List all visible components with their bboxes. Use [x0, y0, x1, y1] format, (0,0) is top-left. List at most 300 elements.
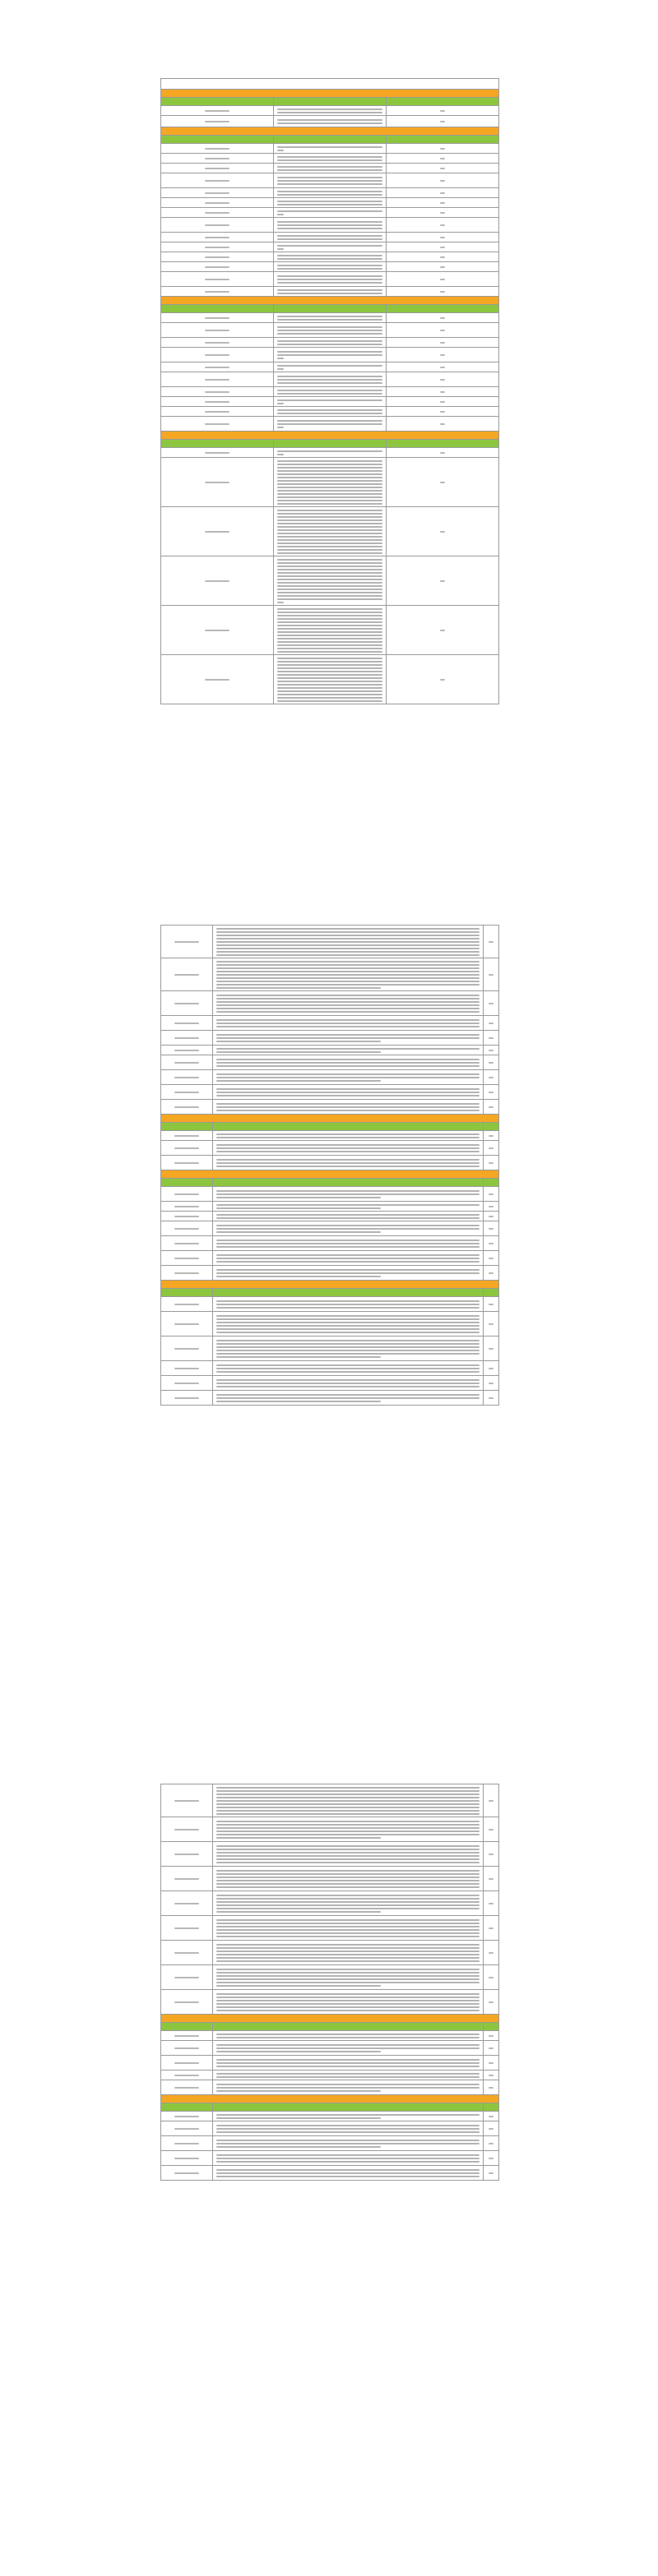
- row-number-cell: [387, 507, 499, 556]
- area-description-cell: [213, 2041, 484, 2056]
- time-window-cell: [161, 1070, 213, 1085]
- region-band: [161, 2095, 499, 2103]
- table-row: [161, 348, 499, 362]
- row-number-cell: [484, 1842, 499, 1867]
- table-row: [161, 1141, 499, 1156]
- time-window-cell: [161, 1336, 213, 1361]
- row-number-cell: [484, 2151, 499, 2166]
- time-window-cell: [161, 1046, 213, 1055]
- time-window-cell: [161, 1990, 213, 2015]
- table-row: [161, 2056, 499, 2070]
- row-number-cell: [387, 144, 499, 154]
- time-window-cell: [161, 1361, 213, 1376]
- table-row: [161, 173, 499, 188]
- time-window-cell: [161, 1202, 213, 1212]
- row-number-cell: [387, 173, 499, 188]
- table-row: [161, 958, 499, 991]
- area-description-cell: [213, 2166, 484, 2181]
- time-window-cell: [161, 2151, 213, 2166]
- row-number-cell: [484, 1046, 499, 1055]
- time-window-cell: [161, 1842, 213, 1867]
- row-number-cell: [387, 242, 499, 252]
- area-description-cell: [274, 188, 387, 198]
- table-row: [161, 106, 499, 116]
- area-description-cell: [274, 556, 387, 606]
- row-number-cell: [484, 1817, 499, 1842]
- row-number-cell: [484, 1055, 499, 1070]
- time-window-cell: [161, 2031, 213, 2041]
- table-row: [161, 1131, 499, 1141]
- table-row: [161, 338, 499, 348]
- row-number-cell: [484, 1266, 499, 1281]
- table-row: [161, 313, 499, 323]
- table-row: [161, 1376, 499, 1391]
- area-description-cell: [274, 198, 387, 208]
- area-description-cell: [213, 1221, 484, 1236]
- time-window-cell: [161, 1187, 213, 1202]
- table-row: [161, 287, 499, 297]
- area-description-cell: [213, 1187, 484, 1202]
- time-window-cell: [161, 417, 274, 432]
- outage-table-2: [160, 925, 499, 1406]
- area-description-cell: [213, 1236, 484, 1251]
- area-description-cell: [213, 1941, 484, 1965]
- area-description-cell: [213, 2031, 484, 2041]
- row-number-cell: [484, 1131, 499, 1141]
- area-description-cell: [274, 287, 387, 297]
- table-row: [161, 1236, 499, 1251]
- area-description-cell: [274, 417, 387, 432]
- row-number-cell: [387, 188, 499, 198]
- row-number-cell: [387, 338, 499, 348]
- area-description-cell: [213, 2056, 484, 2070]
- row-number-cell: [484, 2136, 499, 2151]
- sheet-1: [160, 78, 499, 704]
- time-window-cell: [161, 1141, 213, 1156]
- row-number-cell: [484, 1016, 499, 1031]
- area-description-cell: [213, 1990, 484, 2015]
- table-row: [161, 655, 499, 704]
- time-window-cell: [161, 507, 274, 556]
- time-window-cell: [161, 991, 213, 1016]
- time-window-cell: [161, 144, 274, 154]
- table-row: [161, 1297, 499, 1312]
- table-row: [161, 323, 499, 338]
- row-number-cell: [387, 387, 499, 397]
- table-row: [161, 458, 499, 507]
- row-number-cell: [484, 1867, 499, 1891]
- row-number-cell: [484, 1212, 499, 1221]
- table-row: [161, 1251, 499, 1266]
- time-window-cell: [161, 387, 274, 397]
- row-number-cell: [387, 655, 499, 704]
- row-number-cell: [484, 958, 499, 991]
- table-row: [161, 926, 499, 958]
- area-description-cell: [213, 991, 484, 1016]
- row-number-cell: [387, 362, 499, 372]
- area-description-cell: [274, 655, 387, 704]
- table-row: [161, 1990, 499, 2015]
- time-window-cell: [161, 1055, 213, 1070]
- row-number-cell: [484, 1236, 499, 1251]
- table-row: [161, 272, 499, 287]
- time-window-cell: [161, 1376, 213, 1391]
- time-window-cell: [161, 1236, 213, 1251]
- table-row: [161, 116, 499, 127]
- area-description-cell: [213, 1016, 484, 1031]
- table-row: [161, 362, 499, 372]
- area-description-cell: [274, 218, 387, 233]
- time-window-cell: [161, 242, 274, 252]
- area-description-cell: [213, 958, 484, 991]
- row-number-cell: [387, 448, 499, 458]
- table-row: [161, 1055, 499, 1070]
- row-number-cell: [484, 1376, 499, 1391]
- table-row: [161, 2136, 499, 2151]
- row-number-cell: [387, 252, 499, 262]
- area-description-cell: [213, 1202, 484, 1212]
- area-description-cell: [213, 1916, 484, 1941]
- table-row: [161, 991, 499, 1016]
- table-row: [161, 1016, 499, 1031]
- table-row: [161, 2151, 499, 2166]
- table-row: [161, 2121, 499, 2136]
- row-number-cell: [484, 1085, 499, 1100]
- row-number-cell: [387, 154, 499, 164]
- area-description-cell: [274, 606, 387, 655]
- row-number-cell: [484, 1100, 499, 1115]
- row-number-cell: [484, 1891, 499, 1916]
- time-window-cell: [161, 1312, 213, 1336]
- table-row: [161, 252, 499, 262]
- time-window-cell: [161, 1031, 213, 1046]
- table-row: [161, 1867, 499, 1891]
- table-row: [161, 417, 499, 432]
- region-band: [161, 1115, 499, 1123]
- area-description-cell: [213, 1031, 484, 1046]
- region-band: [161, 432, 499, 440]
- row-number-cell: [387, 417, 499, 432]
- time-window-cell: [161, 1941, 213, 1965]
- time-window-cell: [161, 1916, 213, 1941]
- time-window-cell: [161, 926, 213, 958]
- time-window-cell: [161, 2166, 213, 2181]
- table-row: [161, 556, 499, 606]
- time-window-cell: [161, 154, 274, 164]
- area-description-cell: [274, 323, 387, 338]
- table-row: [161, 144, 499, 154]
- time-window-cell: [161, 448, 274, 458]
- table-row: [161, 1212, 499, 1221]
- time-window-cell: [161, 208, 274, 218]
- area-description-cell: [274, 387, 387, 397]
- area-description-cell: [274, 144, 387, 154]
- time-window-cell: [161, 2080, 213, 2095]
- table-row: [161, 1941, 499, 1965]
- row-number-cell: [387, 323, 499, 338]
- area-description-cell: [213, 1046, 484, 1055]
- time-window-cell: [161, 2070, 213, 2080]
- area-description-cell: [274, 448, 387, 458]
- row-number-cell: [387, 208, 499, 218]
- table-row: [161, 1312, 499, 1336]
- area-description-cell: [274, 164, 387, 173]
- area-description-cell: [213, 1070, 484, 1085]
- column-header-row: [161, 136, 499, 144]
- row-number-cell: [484, 1187, 499, 1202]
- time-window-cell: [161, 1817, 213, 1842]
- table-row: [161, 1221, 499, 1236]
- region-band: [161, 2015, 499, 2023]
- time-window-cell: [161, 233, 274, 242]
- time-window-cell: [161, 458, 274, 507]
- row-number-cell: [484, 2080, 499, 2095]
- row-number-cell: [484, 2070, 499, 2080]
- column-header-row: [161, 1289, 499, 1297]
- time-window-cell: [161, 1156, 213, 1170]
- table-row: [161, 507, 499, 556]
- area-description-cell: [213, 1141, 484, 1156]
- area-description-cell: [274, 173, 387, 188]
- area-description-cell: [274, 154, 387, 164]
- row-number-cell: [484, 1361, 499, 1376]
- table-row: [161, 2070, 499, 2080]
- sheet-2: [160, 925, 499, 1406]
- time-window-cell: [161, 2056, 213, 2070]
- area-description-cell: [274, 407, 387, 417]
- area-description-cell: [213, 2080, 484, 2095]
- area-description-cell: [274, 242, 387, 252]
- time-window-cell: [161, 1891, 213, 1916]
- area-description-cell: [213, 1336, 484, 1361]
- time-window-cell: [161, 1212, 213, 1221]
- time-window-cell: [161, 116, 274, 127]
- row-number-cell: [387, 106, 499, 116]
- time-window-cell: [161, 372, 274, 387]
- region-band: [161, 90, 499, 98]
- row-number-cell: [387, 218, 499, 233]
- time-window-cell: [161, 1100, 213, 1115]
- row-number-cell: [387, 272, 499, 287]
- time-window-cell: [161, 348, 274, 362]
- table-row: [161, 1391, 499, 1406]
- table-row: [161, 1156, 499, 1170]
- area-description-cell: [274, 106, 387, 116]
- time-window-cell: [161, 252, 274, 262]
- table-row: [161, 1784, 499, 1817]
- outage-table-3: [160, 1784, 499, 2181]
- area-description-cell: [213, 2136, 484, 2151]
- table-row: [161, 2112, 499, 2121]
- row-number-cell: [484, 1031, 499, 1046]
- table-row: [161, 2080, 499, 2095]
- row-number-cell: [484, 1784, 499, 1817]
- row-number-cell: [484, 991, 499, 1016]
- table-row: [161, 1187, 499, 1202]
- region-band: [161, 1170, 499, 1179]
- area-description-cell: [274, 272, 387, 287]
- table-row: [161, 448, 499, 458]
- area-description-cell: [213, 1131, 484, 1141]
- row-number-cell: [484, 1070, 499, 1085]
- column-header-row: [161, 2023, 499, 2031]
- area-description-cell: [213, 1376, 484, 1391]
- row-number-cell: [484, 2166, 499, 2181]
- area-description-cell: [274, 348, 387, 362]
- time-window-cell: [161, 338, 274, 348]
- table-row: [161, 372, 499, 387]
- column-header-row: [161, 2103, 499, 2112]
- area-description-cell: [213, 1312, 484, 1336]
- area-description-cell: [213, 2151, 484, 2166]
- column-header-row: [161, 1179, 499, 1187]
- time-window-cell: [161, 173, 274, 188]
- table-row: [161, 1031, 499, 1046]
- row-number-cell: [484, 926, 499, 958]
- table-row: [161, 387, 499, 397]
- table-row: [161, 1965, 499, 1990]
- time-window-cell: [161, 287, 274, 297]
- row-number-cell: [484, 1312, 499, 1336]
- row-number-cell: [484, 2112, 499, 2121]
- area-description-cell: [213, 1965, 484, 1990]
- table-row: [161, 1085, 499, 1100]
- area-description-cell: [274, 252, 387, 262]
- time-window-cell: [161, 407, 274, 417]
- table-row: [161, 242, 499, 252]
- time-window-cell: [161, 1867, 213, 1891]
- table-row: [161, 2031, 499, 2041]
- sheet-3: [160, 1784, 499, 2181]
- time-window-cell: [161, 1221, 213, 1236]
- area-description-cell: [213, 1085, 484, 1100]
- time-window-cell: [161, 2121, 213, 2136]
- time-window-cell: [161, 262, 274, 272]
- time-window-cell: [161, 556, 274, 606]
- time-window-cell: [161, 1131, 213, 1141]
- table-row: [161, 262, 499, 272]
- time-window-cell: [161, 198, 274, 208]
- column-header-row: [161, 98, 499, 106]
- area-description-cell: [274, 458, 387, 507]
- area-description-cell: [274, 208, 387, 218]
- row-number-cell: [484, 1251, 499, 1266]
- row-number-cell: [387, 262, 499, 272]
- time-window-cell: [161, 106, 274, 116]
- table-row: [161, 397, 499, 407]
- table-row: [161, 2166, 499, 2181]
- row-number-cell: [387, 458, 499, 507]
- area-description-cell: [213, 1891, 484, 1916]
- area-description-cell: [213, 926, 484, 958]
- table-row: [161, 218, 499, 233]
- row-number-cell: [387, 606, 499, 655]
- region-band: [161, 1281, 499, 1289]
- area-description-cell: [213, 1100, 484, 1115]
- row-number-cell: [484, 2031, 499, 2041]
- page-title: [160, 78, 499, 89]
- row-number-cell: [387, 372, 499, 387]
- time-window-cell: [161, 397, 274, 407]
- row-number-cell: [387, 407, 499, 417]
- row-number-cell: [387, 233, 499, 242]
- time-window-cell: [161, 2136, 213, 2151]
- time-window-cell: [161, 362, 274, 372]
- time-window-cell: [161, 1016, 213, 1031]
- area-description-cell: [213, 1784, 484, 1817]
- area-description-cell: [274, 362, 387, 372]
- outage-table-1: [160, 89, 499, 704]
- row-number-cell: [484, 1221, 499, 1236]
- row-number-cell: [387, 313, 499, 323]
- area-description-cell: [213, 1867, 484, 1891]
- area-description-cell: [213, 1156, 484, 1170]
- table-row: [161, 407, 499, 417]
- table-row: [161, 2041, 499, 2056]
- time-window-cell: [161, 188, 274, 198]
- row-number-cell: [484, 1156, 499, 1170]
- time-window-cell: [161, 2041, 213, 2056]
- time-window-cell: [161, 958, 213, 991]
- row-number-cell: [484, 1916, 499, 1941]
- table-row: [161, 1070, 499, 1085]
- column-header-row: [161, 1123, 499, 1131]
- area-description-cell: [213, 1297, 484, 1312]
- area-description-cell: [213, 1391, 484, 1406]
- area-description-cell: [274, 116, 387, 127]
- row-number-cell: [387, 556, 499, 606]
- time-window-cell: [161, 164, 274, 173]
- time-window-cell: [161, 218, 274, 233]
- table-row: [161, 164, 499, 173]
- table-row: [161, 1817, 499, 1842]
- table-row: [161, 1100, 499, 1115]
- table-row: [161, 188, 499, 198]
- row-number-cell: [387, 287, 499, 297]
- row-number-cell: [387, 348, 499, 362]
- row-number-cell: [484, 1965, 499, 1990]
- row-number-cell: [387, 164, 499, 173]
- time-window-cell: [161, 313, 274, 323]
- time-window-cell: [161, 1085, 213, 1100]
- time-window-cell: [161, 606, 274, 655]
- row-number-cell: [484, 1202, 499, 1212]
- row-number-cell: [484, 1141, 499, 1156]
- table-row: [161, 1916, 499, 1941]
- column-header-row: [161, 305, 499, 313]
- row-number-cell: [484, 1990, 499, 2015]
- row-number-cell: [484, 2121, 499, 2136]
- time-window-cell: [161, 2112, 213, 2121]
- region-band: [161, 127, 499, 136]
- table-row: [161, 1266, 499, 1281]
- table-row: [161, 233, 499, 242]
- area-description-cell: [213, 2070, 484, 2080]
- time-window-cell: [161, 1251, 213, 1266]
- area-description-cell: [213, 1212, 484, 1221]
- area-description-cell: [213, 1842, 484, 1867]
- area-description-cell: [274, 397, 387, 407]
- area-description-cell: [213, 1251, 484, 1266]
- table-row: [161, 1361, 499, 1376]
- table-row: [161, 1202, 499, 1212]
- table-row: [161, 154, 499, 164]
- table-row: [161, 1046, 499, 1055]
- area-description-cell: [274, 262, 387, 272]
- time-window-cell: [161, 1784, 213, 1817]
- area-description-cell: [274, 338, 387, 348]
- area-description-cell: [213, 1361, 484, 1376]
